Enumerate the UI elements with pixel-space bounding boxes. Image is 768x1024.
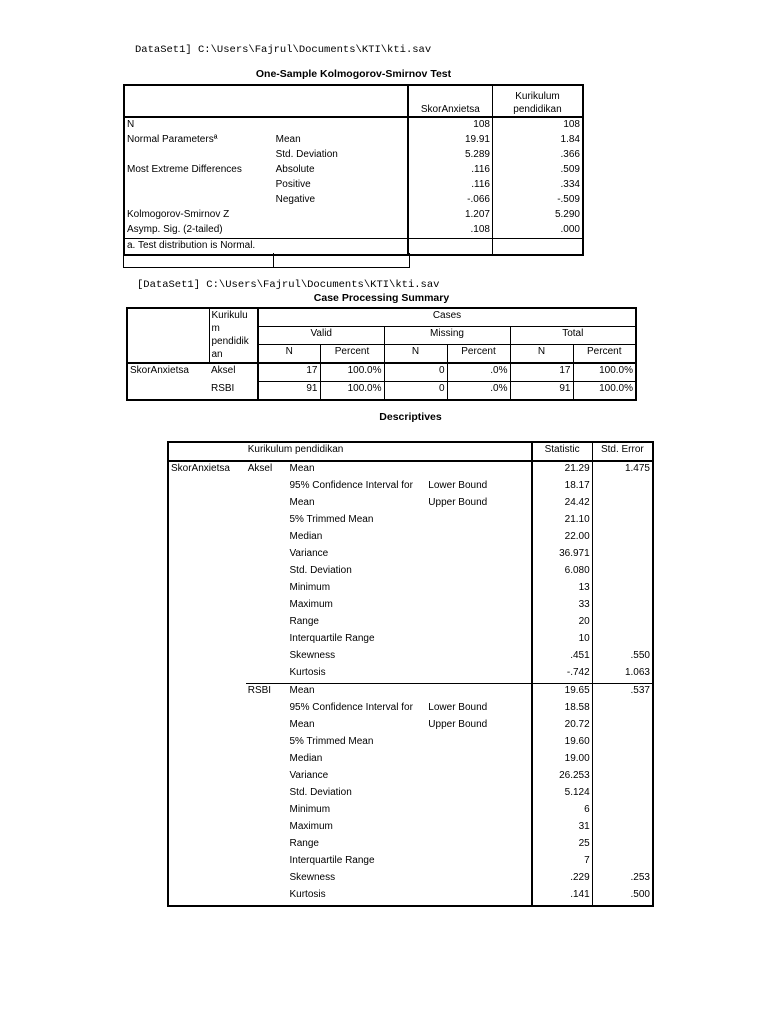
desc-statistic-value: 25 [532,837,593,854]
desc-group-name [246,752,288,769]
desc-variable [168,718,246,735]
ks-value-skor: 108 [408,117,493,133]
ks-row-label: Normal Parametersª [127,134,218,145]
desc-group-name [246,820,288,837]
desc-statistic-name: Mean [288,684,427,702]
desc-row [168,701,653,718]
ks-row-label: Most Extreme Differences [127,164,242,175]
desc-statistic-name: Std. Deviation [289,787,352,798]
cps-total-header: Total [510,327,636,345]
ks-row [124,223,583,239]
ks-value-skor: .108 [408,223,493,239]
ks-row-label [124,178,274,193]
desc-statistic-value: 19.65 [532,684,593,702]
desc-statistic-value: 7 [532,854,593,871]
desc-statistic-value: 19.00 [532,752,593,769]
desc-statistic-name: 5% Trimmed Mean [289,514,374,525]
desc-group-name [246,871,288,888]
desc-group-name [246,530,288,547]
cps-group: RSBI [209,382,258,401]
desc-variable [168,786,246,803]
desc-row [168,530,653,547]
desc-row [168,547,653,564]
desc-bound-label [426,513,531,530]
desc-group-name [246,854,288,871]
ks-test-title: One-Sample Kolmogorov-Smirnov Test [255,68,452,80]
ks-row [124,208,583,223]
cps-percent-header: Percent [447,345,510,364]
desc-group-name [246,598,288,615]
desc-statistic-value: -.742 [532,666,593,684]
cps-group-header: Kurikulu m pendidik an [209,308,258,363]
desc-variable [168,735,246,752]
desc-bound-label [426,530,531,547]
ks-row-label: Asymp. Sig. (2-tailed) [127,224,223,235]
desc-stderr-value [592,752,653,769]
ks-row-sublabel [274,208,408,223]
ks-value-skor: 5.289 [408,148,493,163]
desc-bound-label: Lower Bound [428,702,488,713]
desc-bound-label [426,888,531,906]
desc-statistic-value: 26.253 [532,769,593,786]
desc-bound-label [426,564,531,581]
desc-group-name [246,666,288,684]
desc-statistic-value: .141 [532,888,593,906]
ks-row-sublabel [274,117,408,133]
desc-statistic-value: 18.58 [532,701,593,718]
desc-bound-label: Lower Bound [428,480,488,491]
cps-n-header: N [258,345,320,364]
desc-group-name: Aksel [247,463,273,474]
desc-stderr-value [592,530,653,547]
case-summary-table [126,307,637,401]
ks-row [124,133,583,148]
desc-statistic-value: 20.72 [532,718,593,735]
desc-stderr-value [592,701,653,718]
cps-cell-mp: .0% [447,382,510,401]
dataset-log-line-2: [DataSet1] C:\Users\Fajrul\Documents\KTI\kti.sav [137,279,440,291]
cps-missing-header: Missing [384,327,510,345]
ks-empty-row [123,253,410,268]
desc-statistic-name: Median [289,531,323,542]
desc-statistic-value: 6 [532,803,593,820]
desc-bound-label [426,666,531,684]
desc-group-name [246,718,288,735]
desc-statistic-name: Variance [289,770,329,781]
desc-variable [168,615,246,632]
desc-variable [168,769,246,786]
desc-statistic-name: Interquartile Range [289,633,375,644]
desc-statistic-value: 31 [532,820,593,837]
ks-value-kurikulum: .366 [492,148,583,163]
ks-value-kurikulum: 1.84 [492,133,583,148]
descriptives-table [167,441,654,907]
desc-group-name [246,581,288,598]
desc-group-name [246,837,288,854]
desc-bound-label [426,632,531,649]
desc-statistic-value: 21.10 [532,513,593,530]
desc-statistic-name: Median [289,753,323,764]
desc-group-name [246,735,288,752]
desc-row [168,888,653,906]
desc-statistic-value: 21.29 [532,461,593,479]
desc-statistic-name: Interquartile Range [289,855,375,866]
ks-row-label [124,148,274,163]
desc-group-header: Kurikulum pendidikan [247,444,344,455]
desc-stderr-value: 1.063 [592,666,653,684]
desc-statistic-value: 13 [532,581,593,598]
ks-value-kurikulum: .334 [492,178,583,193]
desc-group-name [246,513,288,530]
desc-variable [168,496,246,513]
desc-variable [168,888,246,906]
desc-statistic-name: Variance [289,548,329,559]
desc-statistic-name: 5% Trimmed Mean [289,736,374,747]
descriptives-title: Descriptives [379,411,442,423]
desc-statistic-name: Std. Deviation [289,565,352,576]
desc-group-name [246,496,288,513]
desc-statistic-value: 24.42 [532,496,593,513]
desc-variable [168,871,246,888]
desc-row [168,684,653,702]
desc-group-name [246,564,288,581]
desc-bound-label [426,735,531,752]
desc-statistic-value: 33 [532,598,593,615]
desc-variable [168,820,246,837]
desc-group-name [246,786,288,803]
dataset-log-line-1: DataSet1] C:\Users\Fajrul\Documents\KTI\kti.sav [135,44,432,56]
desc-statistic-name: 95% Confidence Interval for [289,702,413,713]
cps-row [127,382,636,401]
desc-statistic-value: 22.00 [532,530,593,547]
desc-variable [168,752,246,769]
desc-statistic-name: Minimum [289,804,331,815]
ks-row [124,193,583,208]
desc-bound-label [426,752,531,769]
cps-cell-vp: 100.0% [320,363,384,382]
desc-statistic-value: 6.080 [532,564,593,581]
desc-variable [168,854,246,871]
desc-bound-label [426,615,531,632]
cps-n-header: N [510,345,573,364]
desc-row [168,752,653,769]
cps-cases-header: Cases [258,308,636,327]
cps-percent-header: Percent [573,345,636,364]
desc-statistic-name: Range [289,616,319,627]
ks-row-sublabel: Negative [275,194,316,205]
ks-row-sublabel [274,223,408,239]
desc-bound-label [426,684,531,702]
desc-statistic-name: Mean [289,719,315,730]
desc-row [168,735,653,752]
desc-statistic-value: 20 [532,615,593,632]
desc-variable [168,666,246,684]
desc-bound-label [426,854,531,871]
desc-statistic-value: 18.17 [532,479,593,496]
ks-row [124,178,583,193]
desc-group-name [246,701,288,718]
desc-stderr-header: Std. Error [592,442,653,461]
ks-col-skor: SkorAnxietsa [408,85,493,117]
ks-row [124,148,583,163]
desc-stderr-value [592,837,653,854]
desc-bound-label [426,598,531,615]
cps-cell-tn: 91 [510,382,573,401]
desc-variable [168,684,246,702]
desc-statistic-name: Maximum [289,599,333,610]
desc-bound-label [426,820,531,837]
desc-row [168,632,653,649]
desc-group-name [246,888,288,906]
cps-cell-mn: 0 [384,382,447,401]
desc-variable [168,701,246,718]
desc-variable [168,547,246,564]
desc-stderr-value [592,547,653,564]
ks-footnote: a. Test distribution is Normal. [124,239,408,256]
cps-cell-vp: 100.0% [320,382,384,401]
desc-stderr-value [592,615,653,632]
desc-variable: SkorAnxietsa [171,463,230,474]
desc-header-row [168,442,653,461]
cps-variable [127,382,209,401]
desc-variable [168,649,246,666]
desc-row [168,479,653,496]
desc-stderr-value: .537 [592,684,653,702]
desc-statistic-value: .229 [532,871,593,888]
desc-variable [168,479,246,496]
desc-statistic-name: Skewness [289,872,336,883]
desc-stderr-value [592,735,653,752]
desc-group-name [246,803,288,820]
desc-group-name [246,615,288,632]
desc-stderr-value [592,496,653,513]
desc-group-name [246,649,288,666]
cps-group: Aksel [209,363,258,382]
desc-variable [168,632,246,649]
desc-row [168,769,653,786]
ks-value-kurikulum: .000 [492,223,583,239]
desc-bound-label [426,786,531,803]
cps-percent-header: Percent [320,345,384,364]
desc-variable [168,564,246,581]
desc-bound-label [426,871,531,888]
desc-row [168,871,653,888]
desc-stderr-value [592,854,653,871]
desc-variable [168,803,246,820]
desc-statistic-name: Minimum [289,582,331,593]
ks-value-kurikulum: 108 [492,117,583,133]
ks-row [124,117,583,133]
desc-group-name [246,769,288,786]
desc-stderr-value [592,786,653,803]
desc-stderr-value [592,718,653,735]
desc-stderr-value [592,820,653,837]
desc-stderr-value [592,598,653,615]
ks-value-skor: .116 [408,163,493,178]
desc-statistic-name: Mean [289,463,315,474]
desc-row [168,786,653,803]
desc-row [168,564,653,581]
desc-row [168,854,653,871]
desc-stderr-value [592,513,653,530]
cps-variable: SkorAnxietsa [127,363,209,382]
cps-cell-vn: 91 [258,382,320,401]
desc-row [168,461,653,479]
desc-group-name [246,479,288,496]
ks-value-kurikulum: -.509 [492,193,583,208]
desc-statistic-value: 19.60 [532,735,593,752]
desc-row [168,820,653,837]
desc-variable [168,530,246,547]
ks-row-label: Kolmogorov-Smirnov Z [127,209,230,220]
desc-stderr-value [592,564,653,581]
desc-statistic-value: 36.971 [532,547,593,564]
desc-bound-label [426,581,531,598]
desc-group-name [246,632,288,649]
desc-statistic-name: Kurtosis [289,889,326,900]
desc-bound-label: Upper Bound [428,497,488,508]
desc-row [168,837,653,854]
ks-row-sublabel: Positive [275,179,311,190]
desc-bound-label [426,649,531,666]
desc-row [168,581,653,598]
ks-row [124,163,583,178]
desc-statistic-name: Kurtosis [289,667,326,678]
cps-cell-tp: 100.0% [573,363,636,382]
ks-row-label [124,193,274,208]
desc-statistic-name: Range [289,838,319,849]
cps-cell-mp: .0% [447,363,510,382]
desc-statistic-header: Statistic [532,442,593,461]
ks-value-skor: 1.207 [408,208,493,223]
desc-group-name: RSBI [246,684,288,702]
desc-stderr-value [592,769,653,786]
desc-bound-label [426,803,531,820]
desc-bound-label [426,547,531,564]
cps-cell-mn: 0 [384,363,447,382]
desc-stderr-value: .550 [592,649,653,666]
ks-row-sublabel: Mean [275,134,301,145]
desc-group-name [246,547,288,564]
desc-bound-label [426,461,531,479]
desc-row [168,649,653,666]
desc-bound-label [426,769,531,786]
ks-value-skor: .116 [408,178,493,193]
desc-statistic-name: Skewness [289,650,336,661]
ks-row-label: N [127,119,135,130]
desc-variable [168,513,246,530]
desc-stderr-value: .253 [592,871,653,888]
cps-n-header: N [384,345,447,364]
cps-row [127,363,636,382]
desc-variable [168,837,246,854]
desc-variable [168,598,246,615]
ks-row-sublabel: Std. Deviation [275,149,338,160]
desc-statistic-name: 95% Confidence Interval for [289,480,413,491]
desc-statistic-name: Maximum [289,821,333,832]
desc-row [168,666,653,684]
desc-variable [168,581,246,598]
desc-statistic-name: Mean [289,497,315,508]
ks-value-skor: -.066 [408,193,493,208]
ks-test-table [123,84,584,256]
desc-bound-label: Upper Bound [428,719,488,730]
desc-row [168,615,653,632]
desc-row [168,803,653,820]
desc-stderr-value: .500 [592,888,653,906]
desc-statistic-value: 10 [532,632,593,649]
desc-stderr-value [592,803,653,820]
desc-stderr-value [592,479,653,496]
case-summary-title: Case Processing Summary [313,292,450,304]
ks-value-kurikulum: .509 [492,163,583,178]
desc-row [168,718,653,735]
desc-row [168,496,653,513]
desc-stderr-value [592,581,653,598]
desc-statistic-value: .451 [532,649,593,666]
desc-bound-label [426,837,531,854]
cps-cell-tp: 100.0% [573,382,636,401]
cps-cell-vn: 17 [258,363,320,382]
ks-row-sublabel: Absolute [275,164,315,175]
ks-value-kurikulum: 5.290 [492,208,583,223]
desc-statistic-value: 5.124 [532,786,593,803]
ks-value-skor: 19.91 [408,133,493,148]
desc-row [168,513,653,530]
cps-valid-header: Valid [258,327,384,345]
cps-cell-tn: 17 [510,363,573,382]
ks-col-kurikulum: Kurikulum pendidikan [492,85,583,117]
desc-row [168,598,653,615]
desc-stderr-value: 1.475 [592,461,653,479]
ks-header-row [124,85,583,117]
desc-stderr-value [592,632,653,649]
